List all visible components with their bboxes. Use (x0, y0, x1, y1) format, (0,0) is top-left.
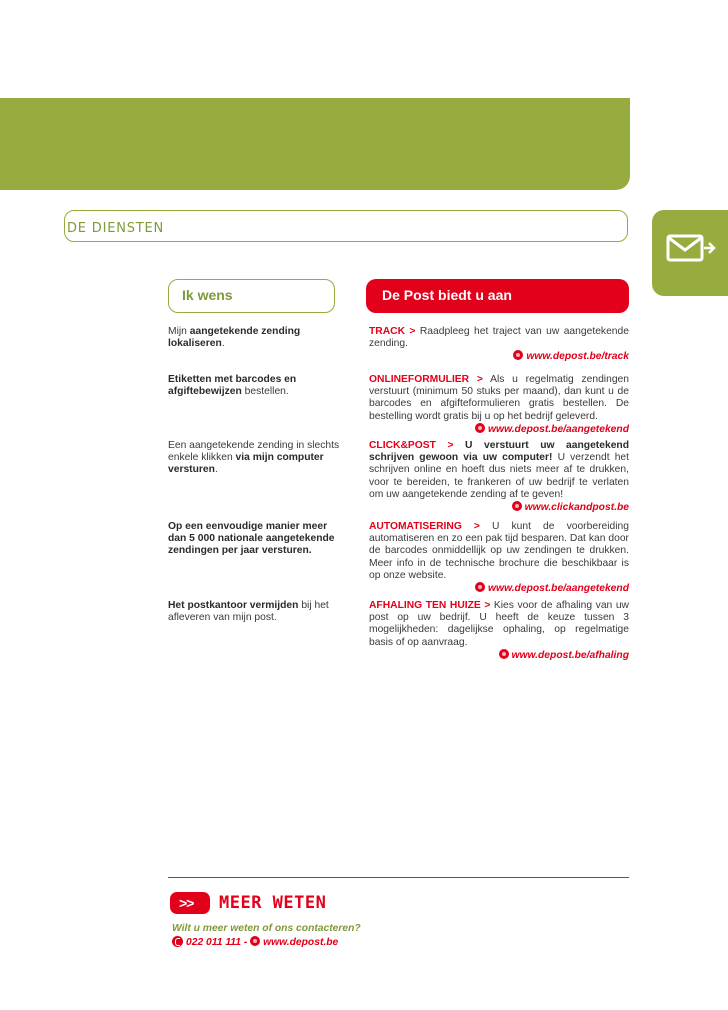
offer-text: ONLINEFORMULIER > Als u regelmatig zendingen verstuurt (minimum 50 stuks per maand), dan kunt u de barcodes en afgifteformulieren gratis bestellen. De bestelling wordt gratis bij u op het bedrijf geleverd. www.depost.be/aangetekend (369, 374, 629, 435)
divider (168, 877, 629, 878)
header-right-label: De Post biedt u aan (382, 287, 512, 303)
at-icon (512, 501, 522, 511)
service-keyword: CLICK&POST > (369, 440, 454, 451)
at-icon (499, 649, 509, 659)
phone-icon (172, 936, 183, 947)
envelope-arrow-icon (666, 232, 716, 266)
service-keyword: TRACK > (369, 326, 416, 337)
header-band (0, 98, 630, 190)
need-text: Het postkantoor vermijden bij het afleveren van mijn post. (168, 600, 329, 624)
website-link[interactable]: www.depost.be (263, 937, 339, 948)
header-de-post (366, 279, 629, 313)
need-text: Mijn aangetekende zending lokaliseren. (168, 326, 301, 350)
contact-line (172, 936, 338, 948)
service-keyword: AFHALING TEN HUIZE > (369, 600, 491, 611)
offer-text: AFHALING TEN HUIZE > Kies voor de afhaling van uw post op uw bedrijf. U heeft de keuze tussen 3 mogelijkheden: dagelijkse ophaling, op regelmatige basis of op aanvraag. www.depost.be/afhaling (369, 600, 629, 661)
at-icon (513, 350, 523, 360)
offer-text: CLICK&POST > U verstuurt uw aangetekend schrijven gewoon via uw computer! U verzendt het schrijven online en hoeft dus niets meer af te drukken, voor te bereiden, te frankeren of uw bedrijf te verlaten om uw aangetekende zending af te geven! www.clickandpost.be (369, 440, 630, 514)
section-title: DE DIENSTEN (67, 221, 165, 236)
header-ik-wens (168, 279, 335, 313)
service-keyword: ONLINEFORMULIER > (369, 374, 483, 385)
badge-arrows: >> (179, 895, 194, 911)
service-link[interactable]: www.depost.be/track (369, 350, 629, 363)
service-keyword: AUTOMATISERING > (369, 521, 480, 532)
service-link[interactable]: www.depost.be/afhaling (369, 649, 629, 662)
offer-text: TRACK > Raadpleeg het traject van uw aangetekende zending. www.depost.be/track (369, 326, 629, 363)
separator: - (240, 937, 251, 948)
at-icon (475, 582, 485, 592)
at-icon (250, 936, 260, 946)
need-text: Etiketten met barcodes en afgiftebewijzen bestellen. (168, 374, 297, 398)
header-left-label: Ik wens (182, 287, 233, 303)
contact-question: Wilt u meer weten of ons contacteren? (172, 923, 361, 934)
need-text: Een aangetekende zending in slechts enkele klikken via mijn computer versturen. (168, 440, 340, 476)
meer-weten-title: MEER WETEN (219, 893, 327, 913)
side-tab (652, 210, 728, 296)
offer-text: AUTOMATISERING > U kunt de voorbereiding automatiseren en zo een pak tijd besparen. Dat kan door de barcodes onmiddellijk op uw zendingen te drukken. Meer info in de technische brochure die beschikbaar is op onze website. www.depost.be/aangetekend (369, 521, 629, 595)
service-link[interactable]: www.depost.be/aangetekend (369, 582, 629, 595)
meer-weten-badge (170, 892, 210, 914)
phone-number[interactable]: 022 011 111 (186, 937, 241, 948)
at-icon (475, 423, 485, 433)
need-text: Op een eenvoudige manier meer dan 5 000 nationale aangetekende zendingen per jaar versturen. (168, 521, 335, 557)
service-link[interactable]: www.clickandpost.be (369, 501, 629, 514)
service-link[interactable]: www.depost.be/aangetekend (369, 423, 629, 436)
